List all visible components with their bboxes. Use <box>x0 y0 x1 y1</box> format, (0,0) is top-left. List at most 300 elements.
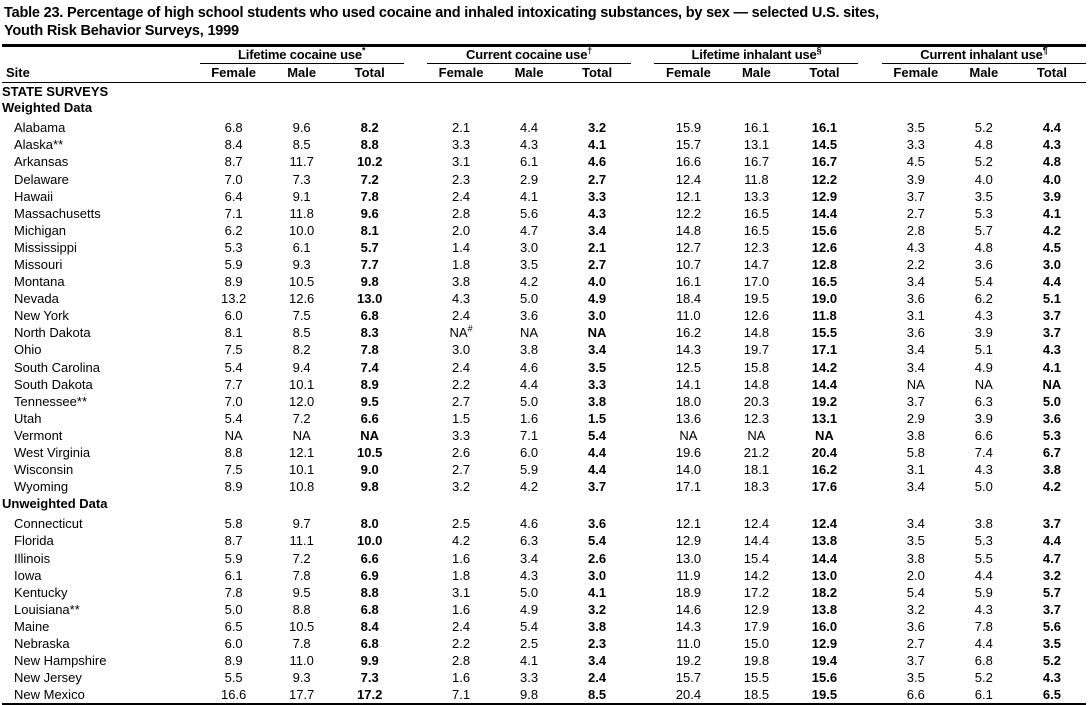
value-cell: 18.4 <box>675 291 702 307</box>
value-cell: 6.4 <box>224 188 243 204</box>
table-row <box>2 635 1086 652</box>
value-cell: 4.4 <box>1042 120 1061 136</box>
value-cell: 13.6 <box>675 410 702 426</box>
value-cell: 4.3 <box>520 137 539 153</box>
value-cell: 10.5 <box>288 274 315 290</box>
value-cell: 2.5 <box>520 635 539 651</box>
gap-cell <box>404 686 427 703</box>
gap-cell <box>404 652 427 669</box>
title-line-1: Table 23. Percentage of high school students who used cocaine and inhaled intoxicating substances, by sex — selected U.S. sites, <box>4 5 879 21</box>
table-row <box>2 239 1086 256</box>
value-cell: 19.5 <box>811 687 838 703</box>
gap-cell <box>404 567 427 584</box>
value-cell: 16.6 <box>220 687 247 703</box>
value-cell: 2.4 <box>588 670 607 686</box>
footnote-marker: ¶ <box>1042 45 1048 56</box>
value-cell: 3.9 <box>974 410 993 426</box>
value-cell: 7.8 <box>974 618 993 634</box>
value-cell: 5.4 <box>520 618 539 634</box>
value-cell: 2.1 <box>452 120 471 136</box>
site-name-cell: Louisiana** <box>14 601 80 617</box>
value-cell: 16.5 <box>811 274 838 290</box>
gap-cell <box>631 205 654 222</box>
value-cell: 3.4 <box>906 274 925 290</box>
value-cell: 3.3 <box>588 188 607 204</box>
value-cell: 8.2 <box>360 120 379 136</box>
value-cell: NA <box>1042 376 1062 392</box>
value-cell: 3.8 <box>588 393 607 409</box>
gap-cell <box>631 273 654 290</box>
value-cell: 1.5 <box>452 410 471 426</box>
value-cell: NA <box>747 427 766 443</box>
value-cell: 1.6 <box>452 550 471 566</box>
group-header-lifetime-inhalant: Lifetime inhalant use§ <box>654 47 858 64</box>
value-cell: 18.2 <box>811 584 838 600</box>
value-cell: 4.2 <box>452 533 471 549</box>
value-cell: 16.1 <box>743 120 770 136</box>
section-header-label: Unweighted Data <box>2 496 108 512</box>
value-cell: 4.4 <box>974 567 993 583</box>
site-name-cell: Michigan <box>14 222 67 238</box>
column-header-female-4: Female <box>882 64 950 83</box>
value-cell: 15.7 <box>675 137 702 153</box>
table-row <box>2 618 1086 635</box>
gap-cell <box>858 444 881 461</box>
gap-cell <box>858 324 881 341</box>
value-cell: 7.2 <box>292 410 311 426</box>
gap-cell <box>631 188 654 205</box>
value-cell: 14.4 <box>811 205 838 221</box>
value-cell: 6.8 <box>360 601 379 617</box>
value-cell: 3.2 <box>588 601 607 617</box>
value-cell: 12.1 <box>675 188 702 204</box>
value-cell: 4.7 <box>520 222 539 238</box>
gap-cell <box>404 205 427 222</box>
value-cell: 12.9 <box>743 601 770 617</box>
value-cell: 17.7 <box>288 687 315 703</box>
value-cell: 3.7 <box>1042 308 1061 324</box>
value-cell: 3.4 <box>588 653 607 669</box>
value-cell: 7.3 <box>292 171 311 187</box>
gap-cell <box>858 550 881 567</box>
site-name-cell: South Carolina <box>14 359 100 375</box>
value-cell: 5.2 <box>974 154 993 170</box>
value-cell: 5.1 <box>1042 291 1061 307</box>
value-cell: 1.8 <box>452 567 471 583</box>
gap-cell <box>631 686 654 703</box>
value-cell: 3.0 <box>588 567 607 583</box>
value-cell: 4.3 <box>974 601 993 617</box>
value-cell: 3.6 <box>520 308 539 324</box>
value-cell: 2.7 <box>906 635 925 651</box>
gap-3 <box>858 47 881 64</box>
value-cell: 8.5 <box>588 687 607 703</box>
value-cell: 11.8 <box>812 308 837 324</box>
value-cell: 5.0 <box>974 479 993 495</box>
gap-cell <box>404 341 427 358</box>
value-cell: 6.6 <box>906 687 925 703</box>
value-cell: 3.8 <box>452 274 471 290</box>
value-cell: 5.4 <box>224 359 243 375</box>
table-row <box>2 359 1086 376</box>
value-cell: 6.3 <box>520 533 539 549</box>
value-cell: 7.1 <box>520 427 539 443</box>
table-row <box>2 478 1086 495</box>
value-cell: 8.2 <box>292 342 311 358</box>
value-cell: 11.0 <box>676 308 701 324</box>
site-name-cell: Missouri <box>14 257 63 272</box>
group-header-current-inhalant: Current inhalant use¶ <box>882 47 1086 64</box>
table-row <box>2 410 1086 427</box>
value-cell: 15.5 <box>811 325 838 341</box>
value-cell: 6.0 <box>520 445 539 461</box>
gap-cell <box>858 171 881 188</box>
value-cell: 5.2 <box>1042 653 1061 669</box>
value-cell: NA <box>679 427 698 443</box>
value-cell: 14.4 <box>811 550 838 566</box>
value-cell: 19.6 <box>675 445 702 461</box>
value-cell: 15.6 <box>811 222 838 238</box>
value-cell: 8.7 <box>224 154 243 170</box>
gap-cell <box>631 290 654 307</box>
value-cell: 9.6 <box>292 120 311 136</box>
value-cell: 3.1 <box>452 584 471 600</box>
value-cell: 2.5 <box>452 516 471 532</box>
value-cell: 4.1 <box>1042 359 1061 375</box>
value-cell: 14.3 <box>675 342 702 358</box>
value-cell: 11.8 <box>744 171 769 187</box>
value-cell: 14.3 <box>675 618 702 634</box>
value-cell: 12.6 <box>743 308 770 324</box>
gap-cell <box>404 153 427 170</box>
value-cell: 3.4 <box>520 550 539 566</box>
value-cell: 14.6 <box>675 601 702 617</box>
value-cell: 4.1 <box>588 584 607 600</box>
value-cell: 3.7 <box>906 393 925 409</box>
value-cell: 6.5 <box>1042 687 1061 703</box>
value-cell: 4.9 <box>588 291 607 307</box>
gap-cell <box>404 256 427 273</box>
value-cell: 9.7 <box>292 516 311 532</box>
footnote-marker: # <box>467 324 473 335</box>
value-cell: 2.0 <box>906 567 925 583</box>
value-cell: 5.3 <box>1042 427 1061 443</box>
value-cell: 3.7 <box>906 188 925 204</box>
gap-cell <box>631 427 654 444</box>
value-cell: 14.2 <box>743 567 770 583</box>
value-cell: 12.8 <box>811 257 838 272</box>
value-cell: 4.4 <box>588 445 607 461</box>
gap-cell <box>858 567 881 584</box>
gap-cell <box>631 222 654 239</box>
gap-cell <box>404 669 427 686</box>
table-row <box>2 222 1086 239</box>
value-cell: 4.2 <box>520 479 539 495</box>
column-header-total-1: Total <box>336 64 404 83</box>
value-cell: 6.8 <box>224 120 243 136</box>
table-row <box>2 119 1086 136</box>
value-cell: 10.0 <box>357 533 383 549</box>
value-cell: 2.3 <box>588 635 607 651</box>
site-name-cell: Mississippi <box>14 239 77 255</box>
site-name-cell: West Virginia <box>14 445 91 461</box>
value-cell: 3.7 <box>1042 601 1061 617</box>
value-cell: 12.7 <box>675 239 702 255</box>
table-row <box>2 550 1086 567</box>
value-cell: 8.8 <box>224 445 243 461</box>
value-cell: 7.2 <box>360 171 379 187</box>
value-cell: 18.9 <box>675 584 702 600</box>
gap-cell <box>404 376 427 393</box>
value-cell: 4.2 <box>1042 479 1061 495</box>
site-name-cell: Utah <box>14 410 42 426</box>
value-cell: 3.3 <box>452 427 471 443</box>
value-cell: 5.7 <box>974 222 993 238</box>
value-cell: 2.8 <box>452 653 471 669</box>
gap-cell <box>858 222 881 239</box>
group-header-spacer <box>2 47 200 64</box>
value-cell: 7.7 <box>224 376 243 392</box>
site-name-cell: Arkansas <box>14 154 69 170</box>
value-cell: 11.8 <box>289 205 314 221</box>
value-cell: 5.4 <box>974 274 993 290</box>
gap-cell <box>404 239 427 256</box>
gap-cell <box>404 584 427 601</box>
gap-cell <box>858 652 881 669</box>
table-row <box>2 256 1086 273</box>
gap-cell <box>404 532 427 549</box>
site-name-cell: Kentucky <box>14 584 68 600</box>
value-cell: 7.8 <box>224 584 243 600</box>
table-row <box>2 652 1086 669</box>
section-header-label: Weighted Data <box>2 100 93 116</box>
gap-cell <box>858 205 881 222</box>
table-row <box>2 153 1086 170</box>
gap-cell <box>404 478 427 495</box>
value-cell: 16.2 <box>675 325 702 341</box>
gap-cell <box>858 376 881 393</box>
value-cell: 5.9 <box>224 550 243 566</box>
site-name-cell: Alaska** <box>14 137 64 153</box>
value-cell: 6.2 <box>224 222 243 238</box>
table-row <box>2 324 1086 341</box>
value-cell: 13.8 <box>811 601 838 617</box>
gap-cell <box>858 119 881 136</box>
value-cell: 8.4 <box>224 137 243 153</box>
value-cell: 6.1 <box>974 687 993 703</box>
column-header-total-2: Total <box>563 64 631 83</box>
value-cell: 3.0 <box>588 308 607 324</box>
value-cell: 8.0 <box>360 516 379 532</box>
value-cell: 8.4 <box>360 618 379 634</box>
gap-cell <box>631 478 654 495</box>
site-name-cell: South Dakota <box>14 376 93 392</box>
value-cell: 4.1 <box>520 653 539 669</box>
gap-cell <box>404 550 427 567</box>
value-cell: 4.4 <box>520 376 539 392</box>
value-cell: 8.1 <box>360 222 379 238</box>
page-title <box>0 0 1088 42</box>
value-cell: 16.2 <box>811 462 838 478</box>
column-header-female-1: Female <box>200 64 268 83</box>
value-cell: NA <box>292 427 311 443</box>
value-cell: 2.7 <box>588 257 607 272</box>
table-row <box>2 444 1086 461</box>
value-cell: 10.5 <box>357 445 383 461</box>
value-cell: 15.6 <box>811 670 838 686</box>
value-cell: 10.5 <box>288 618 315 634</box>
value-cell: 19.2 <box>811 393 838 409</box>
gap-cell <box>631 256 654 273</box>
site-name-cell: Montana <box>14 274 65 290</box>
value-cell: 5.4 <box>588 533 607 549</box>
value-cell: 5.0 <box>520 393 539 409</box>
gap-5 <box>631 64 654 83</box>
gap-cell <box>631 461 654 478</box>
value-cell: 2.4 <box>452 308 471 324</box>
site-name-cell: New Hampshire <box>14 653 107 669</box>
value-cell: 3.5 <box>906 533 925 549</box>
value-cell: 9.6 <box>360 205 379 221</box>
value-cell: 7.2 <box>292 550 311 566</box>
value-cell: 3.6 <box>906 291 925 307</box>
value-cell: 3.6 <box>974 257 993 272</box>
gap-cell <box>631 635 654 652</box>
gap-cell <box>631 444 654 461</box>
value-cell: 3.8 <box>974 516 993 532</box>
value-cell: 13.1 <box>743 137 770 153</box>
gap-cell <box>404 410 427 427</box>
table-row <box>2 393 1086 410</box>
column-header-female-3: Female <box>654 64 722 83</box>
value-cell: 2.8 <box>906 222 925 238</box>
site-name-cell: North Dakota <box>14 325 91 341</box>
value-cell: 9.3 <box>292 257 311 272</box>
value-cell: 19.0 <box>811 291 838 307</box>
value-cell: 4.2 <box>520 274 539 290</box>
value-cell: 2.9 <box>520 171 539 187</box>
value-cell: 13.3 <box>743 188 770 204</box>
value-cell: 6.8 <box>360 308 379 324</box>
table-row <box>2 669 1086 686</box>
value-cell: 4.4 <box>1042 274 1061 290</box>
value-cell: 5.9 <box>224 257 243 272</box>
site-name-cell: Maine <box>14 618 50 634</box>
value-cell: 12.0 <box>288 393 315 409</box>
value-cell: 8.5 <box>292 137 311 153</box>
table-row <box>2 341 1086 358</box>
value-cell: 4.6 <box>520 516 539 532</box>
value-cell: 7.1 <box>224 205 243 221</box>
value-cell: 8.1 <box>224 325 243 341</box>
value-cell: 3.2 <box>906 601 925 617</box>
value-cell: 3.1 <box>906 308 925 324</box>
gap-cell <box>858 188 881 205</box>
value-cell: 5.4 <box>588 427 607 443</box>
value-cell: 4.2 <box>1042 222 1061 238</box>
value-cell: 15.9 <box>675 120 702 136</box>
gap-cell <box>404 461 427 478</box>
value-cell: 3.0 <box>1042 257 1061 272</box>
value-cell: 13.0 <box>675 550 702 566</box>
gap-cell <box>858 601 881 618</box>
value-cell: 3.8 <box>1042 462 1061 478</box>
value-cell: 7.1 <box>452 687 471 703</box>
value-cell: 15.8 <box>743 359 770 375</box>
value-cell: 3.3 <box>906 137 925 153</box>
value-cell: 4.1 <box>1042 205 1061 221</box>
gap-cell <box>631 532 654 549</box>
section-header-row <box>2 99 1086 115</box>
value-cell: 9.8 <box>360 479 379 495</box>
value-cell: 4.3 <box>974 308 993 324</box>
value-cell: 7.8 <box>360 342 379 358</box>
value-cell: 3.6 <box>906 618 925 634</box>
value-cell: 14.2 <box>811 359 838 375</box>
value-cell: 6.6 <box>360 550 379 566</box>
gap-cell <box>404 222 427 239</box>
value-cell: 20.4 <box>811 445 838 461</box>
site-name-cell: New Jersey <box>14 670 82 686</box>
gap-cell <box>404 290 427 307</box>
value-cell: 7.4 <box>360 359 379 375</box>
gap-cell <box>858 410 881 427</box>
value-cell: 6.1 <box>520 154 539 170</box>
site-name-cell: Massachusetts <box>14 205 101 221</box>
site-name-cell: Hawaii <box>14 188 54 204</box>
value-cell: 2.0 <box>452 222 471 238</box>
value-cell: 8.9 <box>224 653 243 669</box>
value-cell: 8.8 <box>360 584 379 600</box>
value-cell: 13.1 <box>811 410 838 426</box>
value-cell: 2.2 <box>906 257 925 272</box>
gap-cell <box>858 669 881 686</box>
value-cell: 18.5 <box>743 687 770 703</box>
footnote-marker: § <box>816 45 822 56</box>
table-row <box>2 376 1086 393</box>
value-cell: 14.5 <box>811 137 838 153</box>
value-cell: 16.7 <box>743 154 770 170</box>
value-cell: 3.6 <box>906 325 925 341</box>
table-row <box>2 171 1086 188</box>
site-name-cell: Vermont <box>14 427 63 443</box>
value-cell: 2.6 <box>452 445 471 461</box>
value-cell: 10.8 <box>288 479 315 495</box>
table-row <box>2 273 1086 290</box>
value-cell: 12.6 <box>288 291 315 307</box>
value-cell: 4.8 <box>974 239 993 255</box>
value-cell: 12.1 <box>288 445 315 461</box>
gap-cell <box>631 324 654 341</box>
value-cell: 11.9 <box>676 567 701 583</box>
group-header-row <box>2 47 1086 64</box>
value-cell: 6.2 <box>974 291 993 307</box>
value-cell: 8.8 <box>292 601 311 617</box>
gap-cell <box>858 515 881 532</box>
value-cell: 12.9 <box>811 635 838 651</box>
gap-cell <box>404 324 427 341</box>
value-cell: 2.8 <box>452 205 471 221</box>
value-cell: 5.8 <box>224 516 243 532</box>
value-cell: 14.4 <box>811 376 838 392</box>
gap-cell <box>404 635 427 652</box>
gap-cell <box>858 635 881 652</box>
table-row <box>2 461 1086 478</box>
table-row <box>2 515 1086 532</box>
value-cell: 7.8 <box>360 188 379 204</box>
value-cell: 8.8 <box>360 137 379 153</box>
value-cell: 3.7 <box>906 653 925 669</box>
